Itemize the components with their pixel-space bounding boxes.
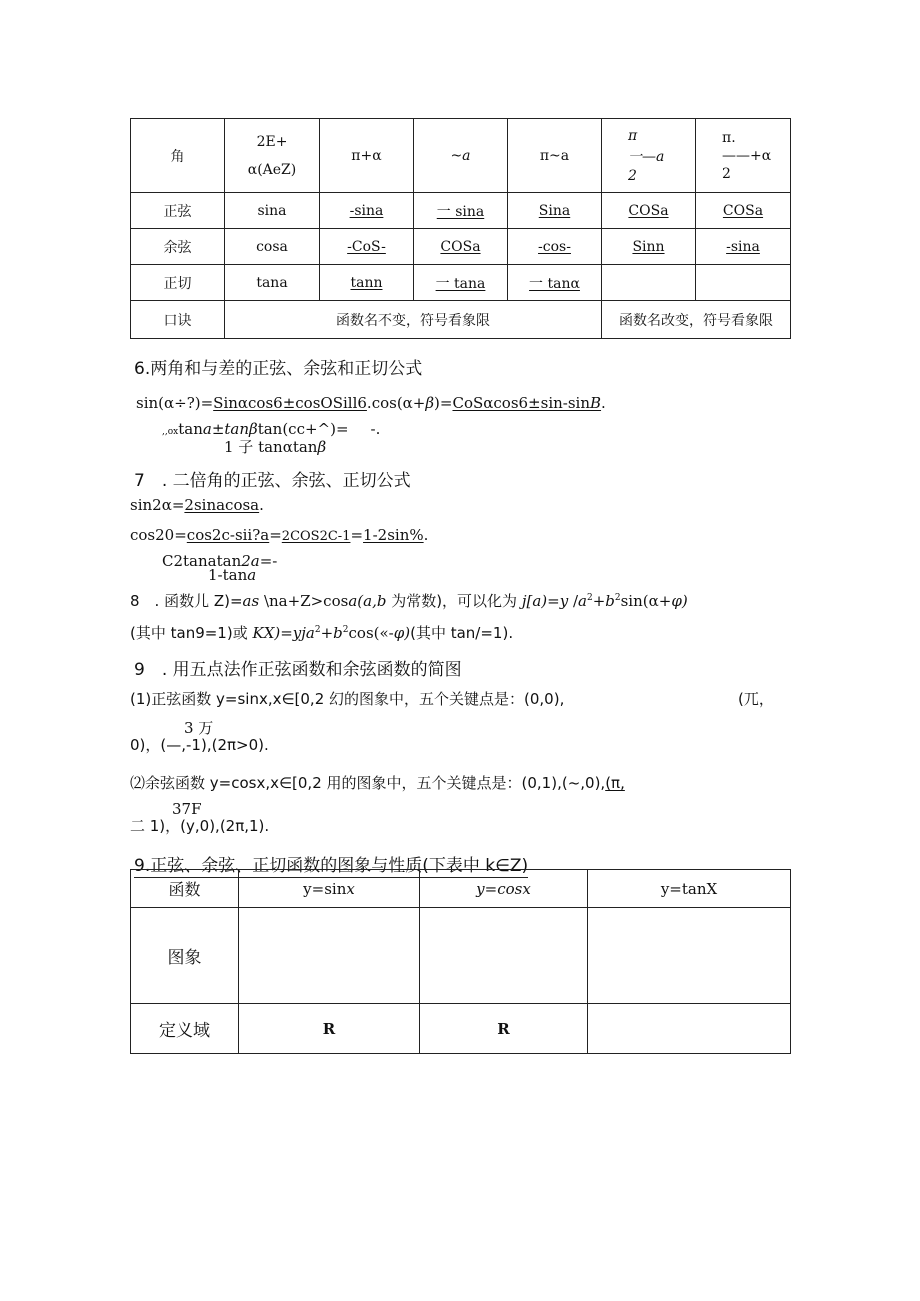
header-c1-line1: 2E+: [256, 133, 288, 150]
section6-title: 6.两角和与差的正弦、余弦和正切公式: [134, 359, 423, 379]
f6t-g: -.: [370, 420, 381, 438]
f8-j: 2: [586, 593, 593, 603]
section7-title: 7 . 二倍角的正弦、余弦、正切公式: [134, 471, 411, 491]
f8-d: +Z>cos: [287, 592, 349, 610]
table-header-row: [131, 119, 791, 193]
sine-five-points-fraction-top: 3 万: [184, 719, 214, 737]
f8b-f: 2: [342, 625, 349, 635]
cell: 一 tana: [414, 265, 508, 301]
f6t-den-beta: β: [317, 438, 327, 456]
header-c6-bot: 2: [722, 165, 731, 182]
header-sin-text: y=sin: [303, 879, 347, 898]
cell: COSa: [602, 193, 696, 229]
header-c5-mid: 一—a: [628, 148, 665, 165]
cell: 一 tanα: [508, 265, 602, 301]
header-y-tanx: y=tanX: [588, 870, 791, 908]
f8-m: 2: [614, 593, 621, 603]
cell: 一 sina: [414, 193, 508, 229]
f6-f: CoSαcos6±sin-sin: [452, 394, 591, 412]
f7c-f: 1-2sin%: [363, 526, 424, 544]
f6t-f: tan(cc+^)=: [257, 420, 349, 438]
cosine-five-points-cont: 二 1)，(y,0),(2π,1).: [130, 817, 270, 835]
row-label-sine: 正弦: [131, 193, 225, 229]
f8-i: a: [578, 592, 587, 610]
cell: Sina: [508, 193, 602, 229]
header-c5-top: π: [628, 127, 638, 144]
f8-e: a(a,b: [348, 592, 387, 610]
trig-properties-table: [130, 869, 791, 1054]
cell: cosa: [225, 229, 320, 265]
table-row-graph: [131, 908, 791, 1004]
double-angle-tangent-denominator: [208, 566, 256, 584]
induction-formula-table: [130, 118, 791, 339]
row-label-mnemonic: 口诀: [131, 301, 225, 339]
header-sin-x: x: [346, 879, 355, 898]
tangent-denominator: [224, 436, 326, 457]
f7c-e: =: [350, 526, 364, 544]
f8-a: 8 . 函数儿 Z)=: [130, 592, 243, 610]
header-function: 函数: [131, 870, 239, 908]
row-label-cosine: 余弦: [131, 229, 225, 265]
cell: R: [239, 1004, 420, 1054]
section9-title: 9 . 用五点法作正弦函数和余弦函数的简图: [134, 660, 462, 680]
f6-g: B: [590, 394, 602, 412]
header-2kpi-plus-alpha: [225, 119, 320, 193]
f8-f: 为常数)，可以化为: [386, 592, 522, 610]
row-label-domain: 定义域: [131, 1004, 239, 1054]
cos5-under: (π,: [605, 774, 625, 792]
cell: -CoS-: [320, 229, 414, 265]
header-c3-text: ~a: [450, 147, 471, 164]
f6t-e: tanβ: [224, 420, 258, 438]
auxiliary-angle-formula: [130, 590, 688, 611]
cell: -sina: [696, 229, 791, 265]
f7t-a: C2tanatan: [162, 552, 242, 570]
header-c5-bot: 2: [628, 167, 637, 184]
mnemonic-unchanged: 函数名不变，符号看象限: [225, 301, 602, 339]
f7t-c: =-: [259, 552, 278, 570]
cell: [588, 908, 791, 1004]
sine-five-points-right: (兀，: [738, 690, 774, 708]
cell: [239, 908, 420, 1004]
sine-five-points-cont: 0)，(—,-1),(2π>0).: [130, 736, 269, 754]
cell: [588, 1004, 791, 1054]
double-angle-cosine: [130, 526, 428, 544]
auxiliary-angle-formula-cos: [130, 622, 513, 643]
table-row-cosine: [131, 229, 791, 265]
f7t-b: 2a: [241, 552, 260, 570]
cosine-five-points-fraction-top: 37F: [172, 800, 202, 818]
f8b-e: b: [333, 624, 343, 642]
f7c-d: 2COS2C-1: [281, 529, 351, 544]
f8-h: /: [568, 592, 578, 610]
table-row-tangent: [131, 265, 791, 301]
header-cos-text: y=cosx: [476, 879, 531, 898]
cell: tann: [320, 265, 414, 301]
header-c1-line2: α(AeZ): [247, 161, 297, 178]
f7c-c: =: [269, 526, 282, 544]
row-label-graph: 图象: [131, 908, 239, 1004]
f8b-g: cos(«-: [348, 624, 394, 642]
mnemonic-changed: 函数名改变，符号看象限: [602, 301, 791, 339]
f6t-b: tan: [178, 420, 203, 438]
header-angle: 角: [131, 119, 225, 193]
header-pi-minus-alpha: π~a: [508, 119, 602, 193]
table-row-sine: [131, 193, 791, 229]
f8-b: as: [242, 592, 260, 610]
header-pi-plus-alpha: π+α: [320, 119, 414, 193]
cell: Sinn: [602, 229, 696, 265]
header-half-pi-minus-alpha: [602, 119, 696, 193]
cell: COSa: [414, 229, 508, 265]
f7t-den-a: 1-tan: [208, 566, 248, 584]
cell: [696, 265, 791, 301]
cos5-main: ⑵余弦函数 y=cosx,x∈[0,2 用的图象中，五个关键点是：(0,1),(~,0),: [130, 774, 606, 792]
f6t-den: 1 子 tanαtan: [224, 438, 318, 456]
f8b-b: KX)=yja: [252, 624, 315, 642]
f8-o: φ): [671, 592, 688, 610]
cosine-five-points: [130, 772, 625, 793]
header-y-sinx: [239, 870, 420, 908]
cell: -cos-: [508, 229, 602, 265]
f7t-den-b: a: [247, 566, 257, 584]
f8b-a: (其中 tan9=1)或: [130, 624, 253, 642]
f8b-i: (其中 tan/=1).: [410, 624, 514, 642]
cell: sina: [225, 193, 320, 229]
f8-n: sin(α+: [620, 592, 672, 610]
f7c-g: .: [423, 526, 429, 544]
cell: COSa: [696, 193, 791, 229]
row-label-tangent: 正切: [131, 265, 225, 301]
f6-e: )=: [434, 394, 453, 412]
table-row-mnemonic: [131, 301, 791, 339]
section9b-title: 9.正弦、余弦、正切函数的图象与性质(下表中 k∈Z): [134, 851, 528, 878]
f7s-a: sin2α=: [130, 496, 185, 514]
double-angle-sine: [130, 496, 264, 514]
cell: [602, 265, 696, 301]
f6t-a: ,,ox: [162, 427, 179, 437]
f8b-d: +: [320, 624, 334, 642]
table-header-row: [131, 870, 791, 908]
header-neg-alpha: [414, 119, 508, 193]
f7c-b: cos2c-sii?a: [186, 526, 270, 544]
header-y-cosx: [420, 870, 588, 908]
header-c6-mid: ——+α: [722, 147, 772, 164]
f8-g: j[a)=y: [521, 592, 569, 610]
f8b-c: 2: [314, 625, 321, 635]
f6-a: sin(α÷?)=: [136, 394, 214, 412]
cell: [420, 908, 588, 1004]
f8-k: +: [592, 592, 606, 610]
header-c6-top: π.: [722, 129, 736, 146]
f6-d: β: [425, 394, 435, 412]
f6-c: .cos(α+: [366, 394, 426, 412]
table-row-domain: [131, 1004, 791, 1054]
cell: R: [420, 1004, 588, 1054]
f7s-b: 2sinacosa: [184, 496, 260, 514]
f6t-d: ±: [211, 420, 225, 438]
f7c-a: cos20=: [130, 526, 187, 544]
header-half-pi-plus-alpha: [696, 119, 791, 193]
sum-diff-sine-cosine-formula: [136, 394, 606, 412]
sine-five-points: (1)正弦函数 y=sinx,x∈[0,2 幻的图象中，五个关键点是：(0,0),: [130, 690, 565, 708]
f6-h: .: [601, 394, 606, 412]
f7s-c: .: [259, 496, 264, 514]
f8-c: \na: [259, 592, 288, 610]
f6t-c: a: [202, 420, 212, 438]
f8-l: b: [605, 592, 615, 610]
f8b-h: φ): [393, 624, 411, 642]
cell: tana: [225, 265, 320, 301]
cell: -sina: [320, 193, 414, 229]
f6-b: Sinαcos6±cosOSill6: [213, 394, 367, 412]
